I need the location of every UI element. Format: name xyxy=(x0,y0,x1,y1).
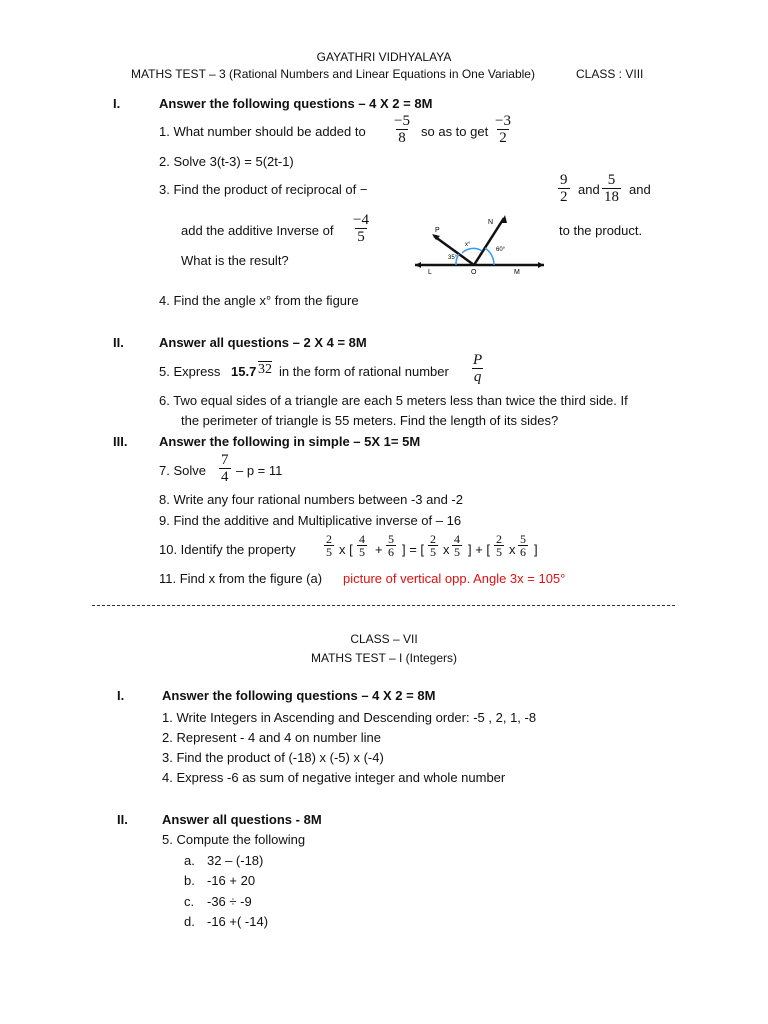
fraction xyxy=(602,172,621,205)
question-1-mid: so as to get xyxy=(421,124,489,139)
fraction xyxy=(493,113,513,146)
section-number: I. xyxy=(117,688,125,703)
numerator: −5 xyxy=(394,113,410,129)
denominator: 5 xyxy=(430,545,436,559)
test2-class: CLASS – VII xyxy=(350,632,418,646)
fraction xyxy=(558,172,570,205)
numerator: −4 xyxy=(353,212,369,228)
question-11-pre: 11. Find x from the figure (a) xyxy=(159,571,323,586)
denominator: 5 xyxy=(326,545,332,559)
numerator: 7 xyxy=(221,452,229,468)
section-number: II. xyxy=(113,335,124,350)
label-m: M xyxy=(514,269,520,276)
fraction xyxy=(357,533,367,558)
part-label: c. xyxy=(184,894,195,909)
math-symbol: ] = [ xyxy=(402,542,425,557)
denominator: 2 xyxy=(499,130,507,146)
numerator: 2 xyxy=(326,532,332,546)
angle-arc-60 xyxy=(485,248,494,265)
denominator: 6 xyxy=(520,545,526,559)
section-heading: Answer the following questions – 4 X 2 = 8M xyxy=(159,96,433,111)
numerator: 5 xyxy=(520,532,526,546)
fraction xyxy=(494,533,504,558)
denominator: 8 xyxy=(398,130,406,146)
question-6-line2: the perimeter of triangle is 55 meters. Find the length of its sides? xyxy=(181,413,559,428)
denominator: 5 xyxy=(357,229,365,245)
denominator: 5 xyxy=(359,545,365,559)
question-2: 2. Solve 3(t-3) = 5(2t-1) xyxy=(159,154,294,169)
test2-question-3: 3. Find the product of (-18) x (-5) x (-4) xyxy=(162,750,384,765)
numerator: P xyxy=(473,352,483,368)
question-3-line1: 3. Find the product of reciprocal of − xyxy=(159,182,368,197)
fraction xyxy=(471,352,484,385)
question-10-pre: 10. Identify the property xyxy=(159,542,296,557)
question-6-line1: 6. Two equal sides of a triangle are each 5 meters less than twice the third side. If xyxy=(159,393,628,408)
fraction xyxy=(392,113,412,146)
school-name: GAYATHRI VIDHYALAYA xyxy=(316,50,452,64)
label-35-angle: 35° xyxy=(448,255,458,261)
denominator: 4 xyxy=(221,469,229,485)
question-3-line3: What is the result? xyxy=(181,253,289,268)
section-heading: Answer all questions – 2 X 4 = 8M xyxy=(159,335,367,350)
section-divider xyxy=(92,605,675,606)
angle-arc-x xyxy=(462,248,482,253)
question-1-text: 1. What number should be added to xyxy=(159,124,366,139)
label-l: L xyxy=(428,269,432,276)
test1-title: MATHS TEST – 3 (Rational Numbers and Linear Equations in One Variable) xyxy=(131,67,535,81)
denominator: q xyxy=(473,369,482,385)
angle-figure xyxy=(412,212,547,277)
question-7-pre: 7. Solve xyxy=(159,463,206,478)
repeating-decimal-whole: 15.7 xyxy=(231,364,257,379)
numerator: 2 xyxy=(430,532,436,546)
part-text: -16 +( -14) xyxy=(207,914,269,929)
fraction xyxy=(351,212,371,245)
numerator: −3 xyxy=(495,113,511,129)
denominator: 2 xyxy=(560,189,568,205)
math-symbol: ] + [ xyxy=(468,542,491,557)
numerator: 5 xyxy=(607,172,616,188)
test2-question-5: 5. Compute the following xyxy=(162,832,306,847)
part-text: -36 ÷ -9 xyxy=(207,894,252,909)
part-label: b. xyxy=(184,873,195,888)
question-9: 9. Find the additive and Multiplicative inverse of – 16 xyxy=(159,513,462,528)
test2-title: MATHS TEST – I (Integers) xyxy=(310,651,458,665)
math-symbol: ] xyxy=(534,542,538,557)
question-8: 8. Write any four rational numbers between -3 and -2 xyxy=(159,492,463,507)
arrow-right-icon xyxy=(538,262,544,268)
section-number: III. xyxy=(113,434,128,449)
part-text: -16 + 20 xyxy=(207,873,256,888)
fraction xyxy=(324,533,334,558)
section-heading: Answer the following in simple – 5X 1= 5M xyxy=(159,434,421,449)
label-n: N xyxy=(488,219,494,226)
question-7-post: – p = 11 xyxy=(236,463,283,478)
denominator: 5 xyxy=(496,545,502,559)
label-x-angle: x° xyxy=(465,242,471,248)
fraction xyxy=(428,533,438,558)
numerator: 4 xyxy=(359,532,365,546)
fraction xyxy=(518,533,528,558)
section-number: I. xyxy=(113,96,121,111)
arrow-left-icon xyxy=(415,262,421,268)
section-heading: Answer all questions - 8M xyxy=(162,812,322,827)
label-p: P xyxy=(435,227,440,234)
test2-question-2: 2. Represent - 4 and 4 on number line xyxy=(162,730,381,745)
question-5-pre: 5. Express xyxy=(159,364,221,379)
fraction xyxy=(386,533,396,558)
question-11-note: picture of vertical opp. Angle 3x = 105° xyxy=(343,571,566,586)
part-label: a. xyxy=(184,853,195,868)
and-text: and xyxy=(629,182,651,197)
numerator: 5 xyxy=(388,532,394,546)
math-symbol: x xyxy=(443,542,450,557)
math-symbol: x [ xyxy=(339,542,353,557)
question-5-post: in the form of rational number xyxy=(279,364,449,379)
numerator: 4 xyxy=(454,532,460,546)
math-symbol: x xyxy=(509,542,516,557)
test2-question-4: 4. Express -6 as sum of negative integer and whole number xyxy=(162,770,506,785)
numerator: 2 xyxy=(496,532,502,546)
section-number: II. xyxy=(117,812,128,827)
denominator: 5 xyxy=(454,545,460,559)
question-3-line2b: to the product. xyxy=(559,223,643,238)
fraction xyxy=(452,533,462,558)
numerator: 9 xyxy=(560,172,568,188)
question-4: 4. Find the angle x° from the figure xyxy=(159,293,359,308)
denominator: 6 xyxy=(388,545,394,559)
question-3-line2: add the additive Inverse of xyxy=(181,223,334,238)
label-o: O xyxy=(471,269,477,276)
section-heading: Answer the following questions – 4 X 2 = 8M xyxy=(162,688,436,703)
part-text: 32 – (-18) xyxy=(207,853,264,868)
denominator: 18 xyxy=(604,189,619,205)
part-label: d. xyxy=(184,914,195,929)
math-symbol: + xyxy=(375,542,383,557)
and-text: and xyxy=(578,182,600,197)
test1-class: CLASS : VIII xyxy=(576,67,644,81)
test2-question-1: 1. Write Integers in Ascending and Descending order: -5 , 2, 1, -8 xyxy=(162,710,537,725)
label-60-angle: 60° xyxy=(496,247,506,253)
fraction xyxy=(219,452,231,485)
repeating-decimal-bar: 32 xyxy=(258,362,272,377)
